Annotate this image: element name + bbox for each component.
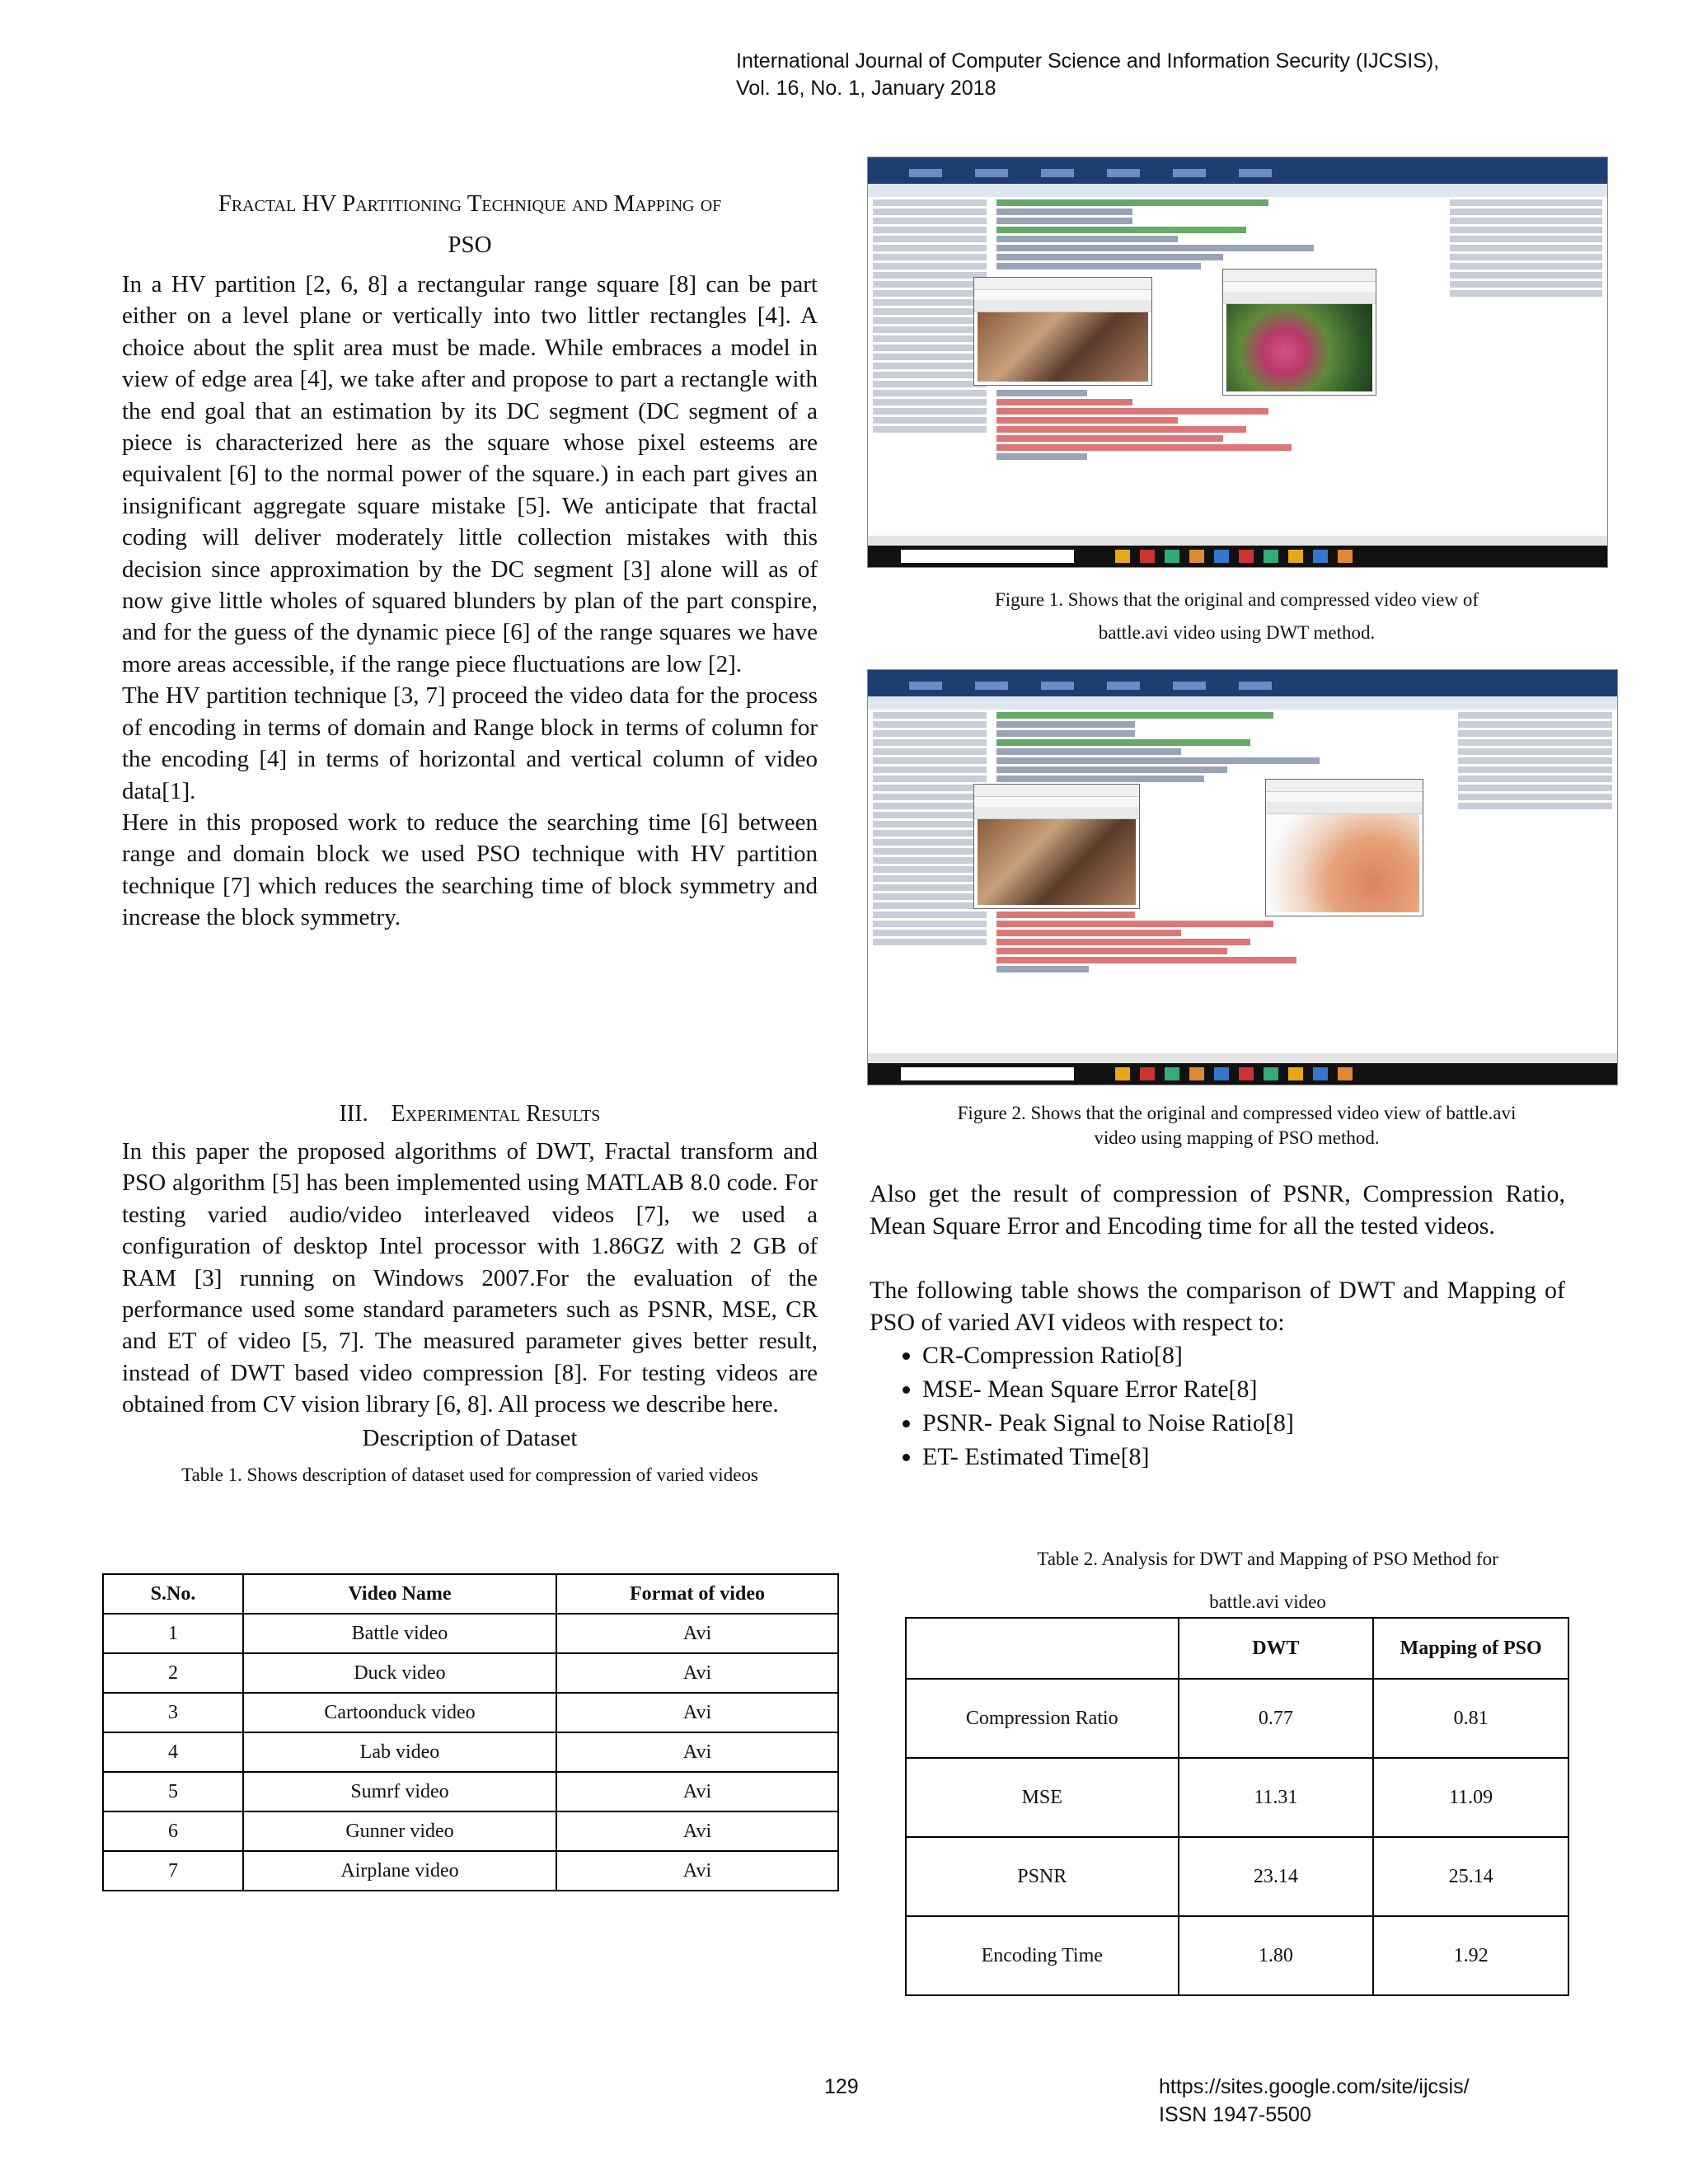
- table-row: [103, 1811, 838, 1851]
- table-cell: Gunner video: [243, 1811, 556, 1851]
- original-video-window: [973, 784, 1140, 909]
- table-header-cell: [906, 1618, 1179, 1679]
- table-cell: 1: [103, 1614, 243, 1653]
- workspace-pane: [1445, 197, 1608, 536]
- figure2-caption-line1: Figure 2. Shows that the original and compressed video view of battle.avi: [957, 1103, 1517, 1123]
- experimental-section: [122, 1098, 818, 1492]
- section-heading-fractal: Fractal HV Partitioning Technique and Mapping of: [218, 190, 722, 217]
- table-row: [103, 1772, 838, 1811]
- paragraph-comparison: The following table shows the comparison of DWT and Mapping of PSO of varied AVI videos with respect to:: [870, 1277, 1565, 1336]
- table-header-row: [906, 1618, 1568, 1679]
- list-item: • ET- Estimated Time[8]: [922, 1440, 1565, 1474]
- table-cell: 5: [103, 1772, 243, 1811]
- paragraph-proposed-work: Here in this proposed work to reduce the searching time [6] between range and domain block we used PSO technique with HV partition technique [7] which reduces the searching time of block symmetry and increase the block symmetry.: [122, 808, 818, 931]
- table-cell: 3: [103, 1693, 243, 1732]
- table-row: [103, 1614, 838, 1653]
- analysis-table: [905, 1617, 1569, 1996]
- table-row: [906, 1758, 1568, 1837]
- table-cell: Avi: [556, 1653, 838, 1693]
- table-row: [103, 1732, 838, 1772]
- table-cell: Avi: [556, 1693, 838, 1732]
- right-column-text: [870, 1178, 1565, 1474]
- journal-volume-line: Vol. 16, No. 1, January 2018: [736, 77, 996, 100]
- figure2-caption-line2: video using mapping of PSO method.: [1094, 1127, 1380, 1148]
- compressed-video-window: [1222, 269, 1376, 396]
- figure2-screenshot: [867, 669, 1618, 1085]
- table1-caption: Table 1. Shows description of dataset used for compression of varied videos: [181, 1465, 758, 1486]
- table-cell: Avi: [556, 1614, 838, 1653]
- original-video-window: [973, 277, 1152, 386]
- address-bar: [868, 696, 1617, 710]
- footer-issn: ISSN 1947-5500: [1159, 2103, 1311, 2126]
- table-cell: Avi: [556, 1732, 838, 1772]
- metrics-list: [870, 1338, 1565, 1474]
- windows-taskbar: [868, 1063, 1617, 1085]
- table-cell: Sumrf video: [243, 1772, 556, 1811]
- table-cell: Encoding Time: [906, 1916, 1179, 1995]
- page-number: 129: [824, 2075, 859, 2098]
- address-bar: [868, 184, 1607, 198]
- list-item: • PSNR- Peak Signal to Noise Ratio[8]: [922, 1406, 1565, 1440]
- table-row: [103, 1693, 838, 1732]
- table-header-cell: Mapping of PSO: [1373, 1618, 1568, 1679]
- table-cell: 11.31: [1179, 1758, 1374, 1837]
- table2-caption: [921, 1538, 1614, 1624]
- table-cell: Lab video: [243, 1732, 556, 1772]
- section-heading-fractal-cont: PSO: [448, 232, 492, 258]
- table-cell: 6: [103, 1811, 243, 1851]
- list-item: • CR-Compression Ratio[8]: [922, 1338, 1565, 1372]
- paragraph-experiment: In this paper the proposed algorithms of DWT, Fractal transform and PSO algorithm [5] has been implemented using MATLAB 8.0 code. For testing varied audio/video interleaved videos [7], we used a configuration of desktop Intel processor with 1.86GZ with 2 GB of RAM [3] running on Windows 2007.For the evaluation of the performance used some standard parameters such as PSNR, MSE, CR and ET of video [5, 7]. The measured parameter gives better result, instead of DWT based video compression [8]. For testing videos are obtained from CV vision library [6, 8]. All process we describe here.: [122, 1138, 818, 1418]
- journal-title-line: International Journal of Computer Science and Information Security (IJCSIS),: [736, 49, 1440, 73]
- figure1-caption-line1: Figure 1. Shows that the original and compressed video view of: [994, 589, 1479, 610]
- figure2-caption: [867, 1101, 1606, 1151]
- table-header-row: [103, 1574, 838, 1614]
- list-item: • MSE- Mean Square Error Rate[8]: [922, 1372, 1565, 1406]
- table-cell: 4: [103, 1732, 243, 1772]
- table-cell: 2: [103, 1653, 243, 1693]
- table-cell: 11.09: [1373, 1758, 1568, 1837]
- paragraph-hv-technique: The HV partition technique [3, 7] proceed the video data for the process of encoding in terms of domain and Range block in terms of column for the encoding [4] in terms of horizontal and vertical column of video data[1].: [122, 682, 818, 804]
- table-row: [103, 1653, 838, 1693]
- table-row: [906, 1916, 1568, 1995]
- table-header-cell: DWT: [1179, 1618, 1374, 1679]
- table-cell: Avi: [556, 1772, 838, 1811]
- windows-taskbar: [868, 546, 1607, 567]
- table-cell: Duck video: [243, 1653, 556, 1693]
- table-cell: 1.92: [1373, 1916, 1568, 1995]
- table-cell: PSNR: [906, 1837, 1179, 1916]
- workspace-pane: [1453, 710, 1618, 1053]
- table-cell: Airplane video: [243, 1851, 556, 1891]
- dataset-table: [102, 1573, 839, 1891]
- figure1-screenshot: [867, 157, 1608, 568]
- table-row: [906, 1837, 1568, 1916]
- table-cell: 1.80: [1179, 1916, 1374, 1995]
- dataset-heading: Description of Dataset: [362, 1424, 578, 1451]
- section-title: Experimental Results: [391, 1101, 601, 1127]
- table-cell: 0.81: [1373, 1679, 1568, 1758]
- table2-caption-line2: battle.avi video: [1209, 1591, 1326, 1612]
- figure1-caption-line2: battle.avi video using DWT method.: [1098, 622, 1376, 643]
- paragraph-results: Also get the result of compression of PSNR, Compression Ratio, Mean Square Error and Encoding time for all the tested videos.: [870, 1180, 1565, 1240]
- table-cell: Avi: [556, 1811, 838, 1851]
- table-cell: 23.14: [1179, 1837, 1374, 1916]
- compressed-video-window: [1265, 779, 1423, 916]
- table-header-cell: Video Name: [243, 1574, 556, 1614]
- table-cell: MSE: [906, 1758, 1179, 1837]
- table-cell: Battle video: [243, 1614, 556, 1653]
- paragraph-hv-partition: In a HV partition [2, 6, 8] a rectangular range square [8] can be part either on a level plane or vertically into two littler rectangles [4]. A choice about the split area must be made. While embraces a model in view of edge area [4], we take after and propose to part a rectangle with the end goal that an estimation by its DC segment (DC segment of a piece is characterized here as the square whose pixel esteems are equivalent [6] to the normal power of the square.) in each part gives an insignificant aggregate square mistake [5]. We anticipate that fractal coding will deliver moderately little collection mistakes with this decision since approximation by the DC segment [3] alone will as of now give little wholes of squared blunders by plan of the part conspire, and for the guess of the dynamic piece [6] of the range squares we have more areas accessible, if the range piece fluctuations are low [2].: [122, 271, 818, 677]
- footer-url[interactable]: https://sites.google.com/site/ijcsis/: [1159, 2075, 1470, 2098]
- table-row: [103, 1851, 838, 1891]
- table-cell: Avi: [556, 1851, 838, 1891]
- journal-header: [736, 48, 1439, 102]
- table-header-cell: S.No.: [103, 1574, 243, 1614]
- table-header-cell: Format of video: [556, 1574, 838, 1614]
- footer-info: [1159, 2073, 1470, 2129]
- matlab-ribbon: [868, 157, 1607, 184]
- table-cell: Cartoonduck video: [243, 1693, 556, 1732]
- table-cell: 7: [103, 1851, 243, 1891]
- table2-caption-line1: Table 2. Analysis for DWT and Mapping of PSO Method for: [1037, 1549, 1498, 1569]
- figure1-caption: [867, 583, 1606, 649]
- left-column: [122, 183, 818, 934]
- matlab-ribbon: [868, 670, 1617, 696]
- section-number: III.: [339, 1101, 368, 1127]
- table-cell: Compression Ratio: [906, 1679, 1179, 1758]
- table-cell: 25.14: [1373, 1837, 1568, 1916]
- section-heading-results: [122, 1098, 818, 1131]
- table-row: [906, 1679, 1568, 1758]
- table-cell: 0.77: [1179, 1679, 1374, 1758]
